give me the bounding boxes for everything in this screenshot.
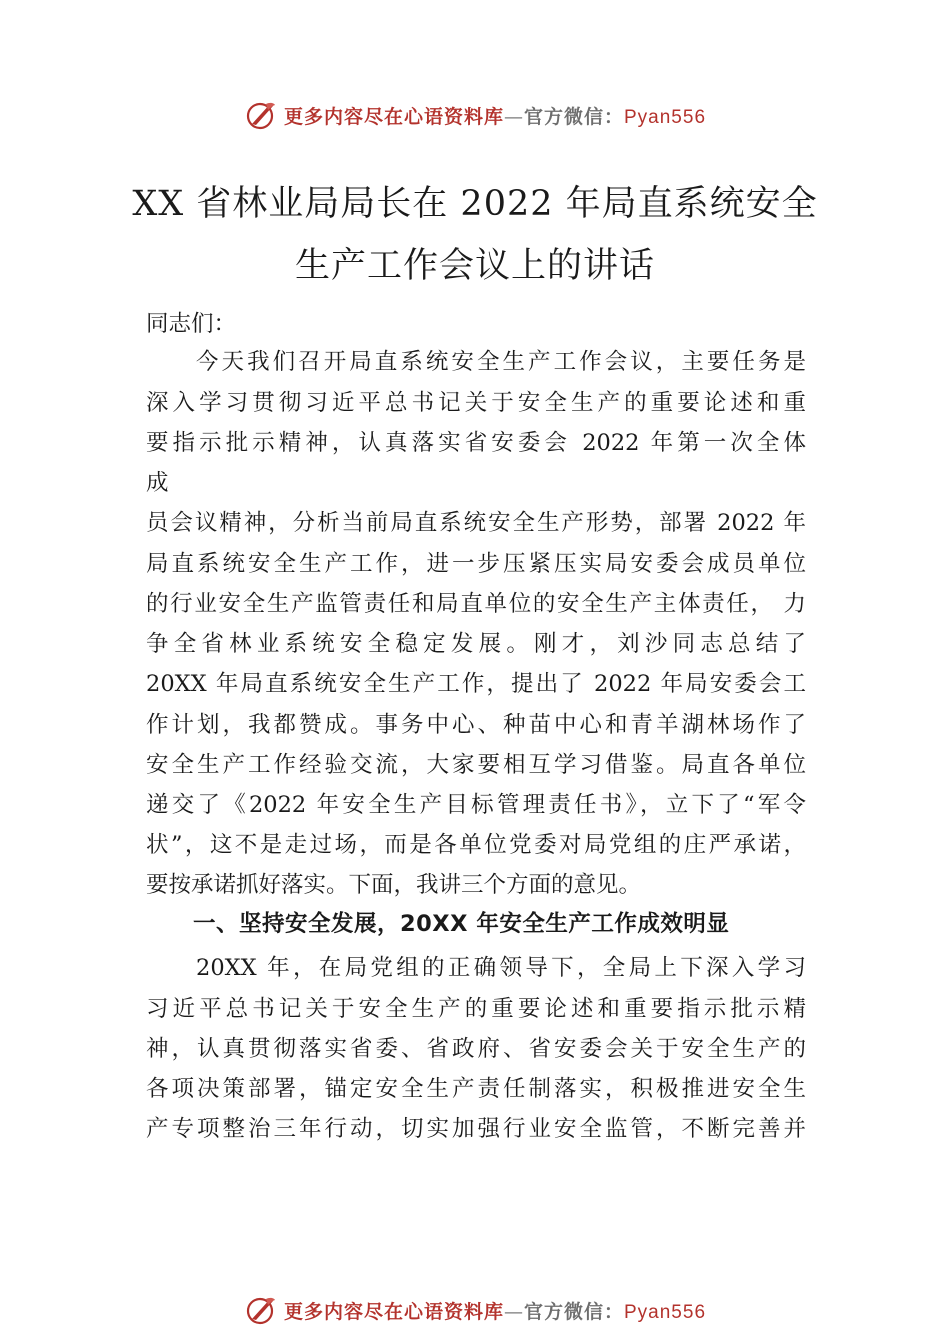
section-heading-1: 一、坚持安全发展，20XX 年安全生产工作成效明显 [193,911,730,937]
watermark-wechat-label: 官方微信： [523,1300,624,1323]
paragraph-1-line: 状”，这不是走过场，而是各单位党委对局党组的庄严承诺， [146,832,806,858]
paragraph-1-line: 争全省林业系统安全稳定发展。刚才，刘沙同志总结了 [146,631,806,657]
paragraph-1-line: 20XX 年局直系统安全生产工作，提出了 2022 年局安委会工 [146,671,806,697]
paragraph-2-line: 各项决策部署，锚定安全生产责任制落实，积极推进安全生 [146,1076,806,1102]
document-title-line-1: XX 省林业局局长在 2022 年局直系统安全 [132,184,818,224]
watermark-brand: 更多内容尽在心语资料库 [283,1300,504,1323]
paragraph-1-line: 今天我们召开局直系统安全生产工作会议，主要任务是 [196,349,806,375]
watermark-wechat-id: Pyan556 [624,106,707,128]
watermark-dash: — [503,105,524,128]
paragraph-1-line: 局直系统安全生产工作，进一步压紧压实局安委会成员单位 [146,551,806,577]
paragraph-1-line: 要按承诺抓好落实。下面，我讲三个方面的意见。 [146,872,642,898]
paragraph-2-line: 习近平总书记关于安全生产的重要论述和重要指示批示精 [146,996,806,1022]
paragraph-1-line: 成 [146,470,169,496]
paragraph-1-line: 员会议精神，分析当前局直系统安全生产形势，部署 2022 年 [146,510,806,536]
paragraph-1-line: 的行业安全生产监管责任和局直单位的安全生产主体责任， 力 [146,591,806,617]
header-watermark [0,95,950,135]
watermark-wechat-label: 官方微信： [523,105,624,128]
paragraph-2-line: 神，认真贯彻落实省委、省政府、省安委会关于安全生产的 [146,1036,806,1062]
watermark-text [284,1297,706,1324]
paragraph-1-line: 深入学习贯彻习近平总书记关于安全生产的重要论述和重 [146,390,806,416]
watermark-brand: 更多内容尽在心语资料库 [283,105,504,128]
document-title-line-2: 生产工作会议上的讲话 [294,246,655,286]
watermark-dash: — [503,1300,524,1323]
footer-watermark [0,1290,950,1330]
paragraph-1-line: 安全生产工作经验交流，大家要相互学习借鉴。局直各单位 [146,752,806,778]
paragraph-1-line: 要指示批示精神，认真落实省安委会 2022 年第一次全体 [146,430,806,456]
paragraph-2-line: 产专项整治三年行动，切实加强行业安全监管，不断完善并 [146,1116,806,1142]
paragraph-1-line: 递交了《2022 年安全生产目标管理责任书》，立下了“军令 [146,792,806,818]
watermark-wechat-id: Pyan556 [624,1301,707,1323]
watermark-text [284,102,706,129]
quill-logo-icon [244,98,278,132]
greeting: 同志们： [146,311,237,337]
paragraph-2-line: 20XX 年，在局党组的正确领导下，全局上下深入学习 [196,955,806,981]
paragraph-1-line: 作计划，我都赞成。事务中心、种苗中心和青羊湖林场作了 [146,712,806,738]
quill-logo-icon [244,1293,278,1327]
